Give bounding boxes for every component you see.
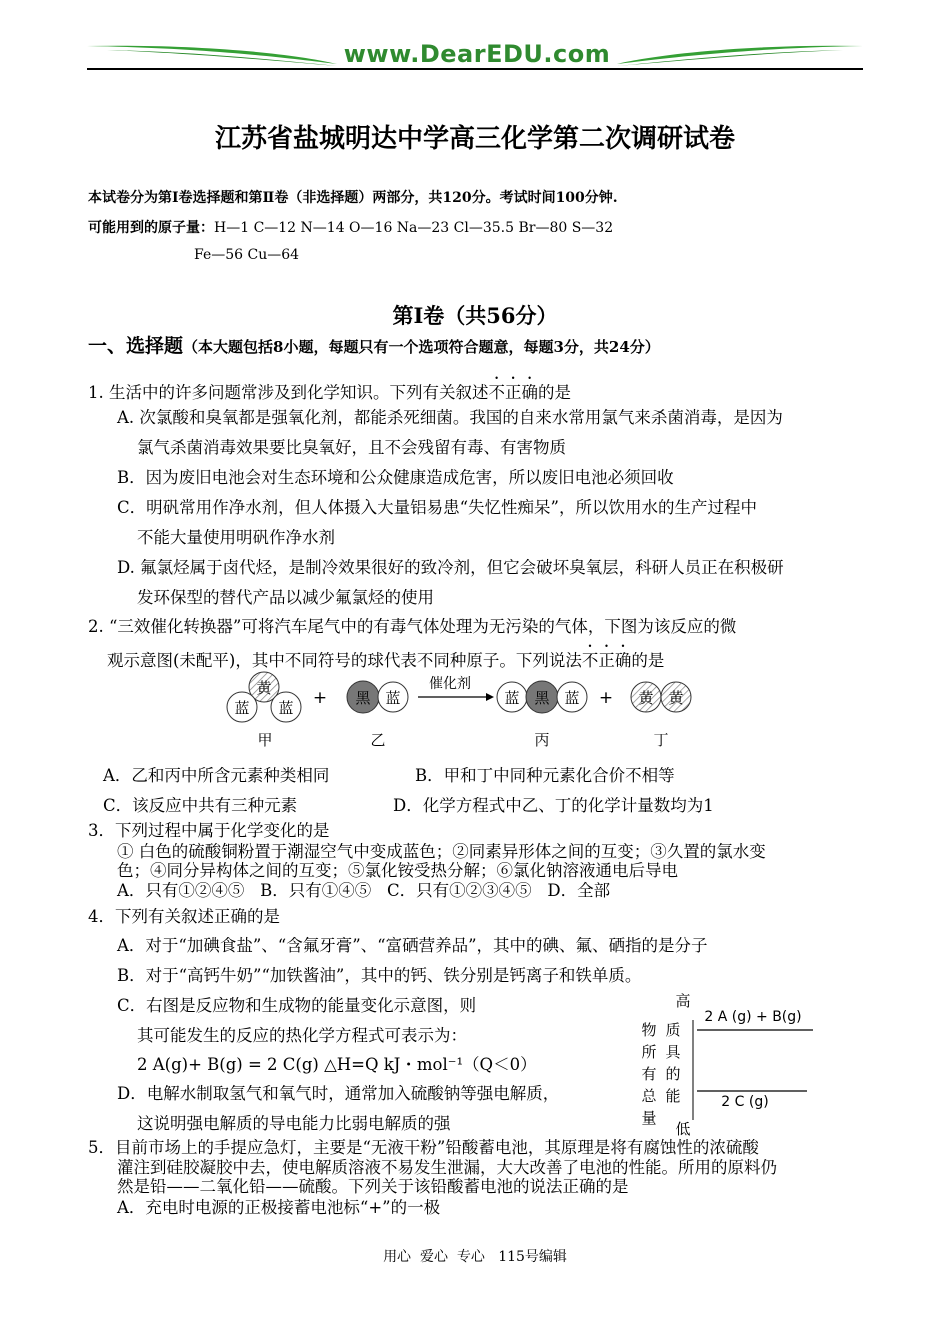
ylabel-column-1 [641,1021,657,1127]
leaf-right-decoration [617,46,863,64]
q1-option-d: D. 氟氯烃属于卤代烃，是制冷效果很好的致冷剂，但它会破坏臭氧层，科研人员正在积极研 [117,558,784,577]
ylabel-char: 质 [665,1021,681,1039]
q5-option-a: A．充电时电源的正极接蓄电池标“+”的一极 [117,1198,441,1217]
q4-option-a: A．对于“加碘食盐”、“含氟牙膏”、“富硒营养品”，其中的碘、氟、硒指的是分子 [117,936,708,955]
atom-yellow-label: 黄 [668,689,684,707]
exam-intro: 本试卷分为第Ⅰ卷选择题和第Ⅱ卷（非选择题）两部分，共120分。考试时间100分钟. [88,190,618,206]
reactant-energy-label: 2 A (g) + B(g) [704,1009,802,1025]
ylabel-char: 的 [665,1065,681,1083]
header-divider [87,68,863,70]
q1-option-d-cont: 发环保型的替代产品以减少氟氯烃的使用 [137,588,434,607]
q4-option-b: B．对于“高钙牛奶”“加铁酱油”，其中的钙、铁分别是钙离子和铁单质。 [117,966,642,985]
q3-options: A．只有①②④⑤ B．只有①④⑤ C．只有①②③④⑤ D．全部 [117,881,611,900]
section-heading [88,331,660,358]
molecule-jia [227,672,301,722]
page-title: 江苏省盐城明达中学高三化学第二次调研试卷 [214,124,735,154]
energy-high-label: 高 [675,992,691,1010]
energy-diagram [635,990,825,1140]
section-note: （本大题包括8小题，每题只有一个选项符合题意，每题3分，共24分） [183,338,660,356]
q1-option-b: B．因为废旧电池会对生态环境和公众健康造成危害，所以废旧电池必须回收 [117,468,674,487]
site-logo-text[interactable]: www.DearEDU.com [343,40,611,68]
atomic-masses-line1 [88,217,613,237]
q1-stem [88,374,571,403]
section-label: 一、选择题 [88,335,184,357]
label-ding: 丁 [653,731,669,749]
atom-blue-label: 蓝 [278,699,294,717]
molecule-ding [631,682,691,712]
q2-stem-emphasis: 不正确 [581,651,632,670]
q3-items: ① 白色的硫酸铜粉置于潮湿空气中变成蓝色；②同素异形体之间的互变；③久置的氯水变 [117,842,766,861]
q4-option-c: C．右图是反应物和生成物的能量变化示意图，则 [117,996,477,1015]
atom-yellow-label: 黄 [256,679,272,697]
q2-option-b: B．甲和丁中同种元素化合价不相等 [415,766,675,785]
atom-blue-label: 蓝 [564,689,580,707]
q4-option-c-cont: 其可能发生的反应的热化学方程式可表示为： [137,1026,467,1045]
q1-option-c: C．明矾常用作净水剂，但人体摄入大量铝易患“失忆性痴呆”，所以饮用水的生产过程中 [117,498,757,517]
molecule-bing [497,681,587,713]
q5-stem-cont1: 灌注到硅胶凝胶中去，使电解质溶液不易发生泄漏，大大改善了电池的性能。所用的原料仍 [117,1158,777,1177]
ylabel-char: 具 [665,1043,681,1061]
q5-stem: 5．目前市场上的手提应急灯，主要是“无液干粉”铅酸蓄电池，其原理是将有腐蚀性的浓硫酸 [88,1138,759,1157]
q4-equation: 2 A(g)+ B(g) = 2 C(g) △H=Q kJ・mol⁻¹（Q＜0） [137,1055,537,1074]
q1-stem-emphasis: 不正确 [488,383,538,402]
ylabel-char: 有 [641,1065,657,1083]
product-energy-label: 2 C (g) [721,1094,769,1110]
atom-black-label: 黑 [355,689,371,707]
atomic-masses-values: H—1 C—12 N—14 O—16 Na—23 Cl—35.5 Br—80 S—32 [214,220,614,236]
catalyst-label: 催化剂 [429,676,471,692]
atom-yellow-label: 黄 [638,689,654,707]
molecule-yi [347,681,408,713]
q3-stem: 3．下列过程中属于化学变化的是 [88,821,330,840]
q4-option-d-cont: 这说明强电解质的导电能力比弱电解质的强 [137,1114,451,1133]
q2-stem-end: 的是 [631,651,665,670]
q1-option-c-cont: 不能大量使用明矾作净水剂 [137,528,335,547]
atomic-masses-line2: Fe—56 Cu—64 [194,247,300,263]
reaction-diagram [220,670,710,755]
ylabel-char: 所 [641,1043,657,1061]
atom-blue-label: 蓝 [385,689,401,707]
ylabel-column-2 [665,1021,681,1105]
q5-stem-cont2: 然是铅——二氧化铅——硫酸。下列关于该铅酸蓄电池的说法正确的是 [117,1177,629,1196]
plus-sign: + [312,688,328,708]
q2-option-a: A．乙和丙中所含元素种类相同 [103,766,330,785]
energy-low-label: 低 [675,1120,691,1138]
q4-stem: 4．下列有关叙述正确的是 [88,907,280,926]
plus-sign: + [598,688,614,708]
part1-title: 第Ⅰ卷（共56分） [392,303,558,328]
ylabel-char: 总 [641,1087,657,1105]
page-footer: 用心 爱心 专心 115号编辑 [383,1249,567,1265]
reaction-arrowhead [486,693,494,701]
q1-stem-end: 的是 [538,383,571,402]
q1-stem-text: 1. 生活中的许多问题常涉及到化学知识。下列有关叙述 [88,383,489,402]
leaf-left-decoration [87,46,337,64]
ylabel-char: 物 [641,1021,657,1039]
atomic-masses-label: 可能用到的原子量： [88,220,214,236]
atom-blue-label: 蓝 [234,699,250,717]
q2-option-c: C．该反应中共有三种元素 [103,796,298,815]
q1-option-a: A. 次氯酸和臭氧都是强氧化剂，都能杀死细菌。我国的自来水常用氯气来杀菌消毒，是因为 [117,408,783,427]
q2-stem-text: 观示意图(未配平)，其中不同符号的球代表不同种原子。下列说法 [107,651,582,670]
q2-stem-cont [107,642,664,671]
atom-black-label: 黑 [534,689,550,707]
label-bing: 丙 [534,731,550,749]
ylabel-char: 量 [641,1109,657,1127]
q1-option-a-cont: 氯气杀菌消毒效果要比臭氧好，且不会残留有毒、有害物质 [137,438,566,457]
q2-stem: 2. “三效催化转换器”可将汽车尾气中的有毒气体处理为无污染的气体，下图为该反应的微 [88,617,737,636]
q3-items-cont: 色；④同分异构体之间的互变；⑤氯化铵受热分解；⑥氯化钠溶液通电后导电 [117,861,678,880]
q2-option-d: D．化学方程式中乙、丁的化学计量数均为1 [393,796,714,815]
q4-option-d: D．电解水制取氢气和氧气时，通常加入硫酸钠等强电解质， [117,1084,560,1103]
atom-blue-label: 蓝 [504,689,520,707]
label-yi: 乙 [370,731,386,749]
ylabel-char: 能 [665,1087,681,1105]
label-jia: 甲 [257,731,273,749]
